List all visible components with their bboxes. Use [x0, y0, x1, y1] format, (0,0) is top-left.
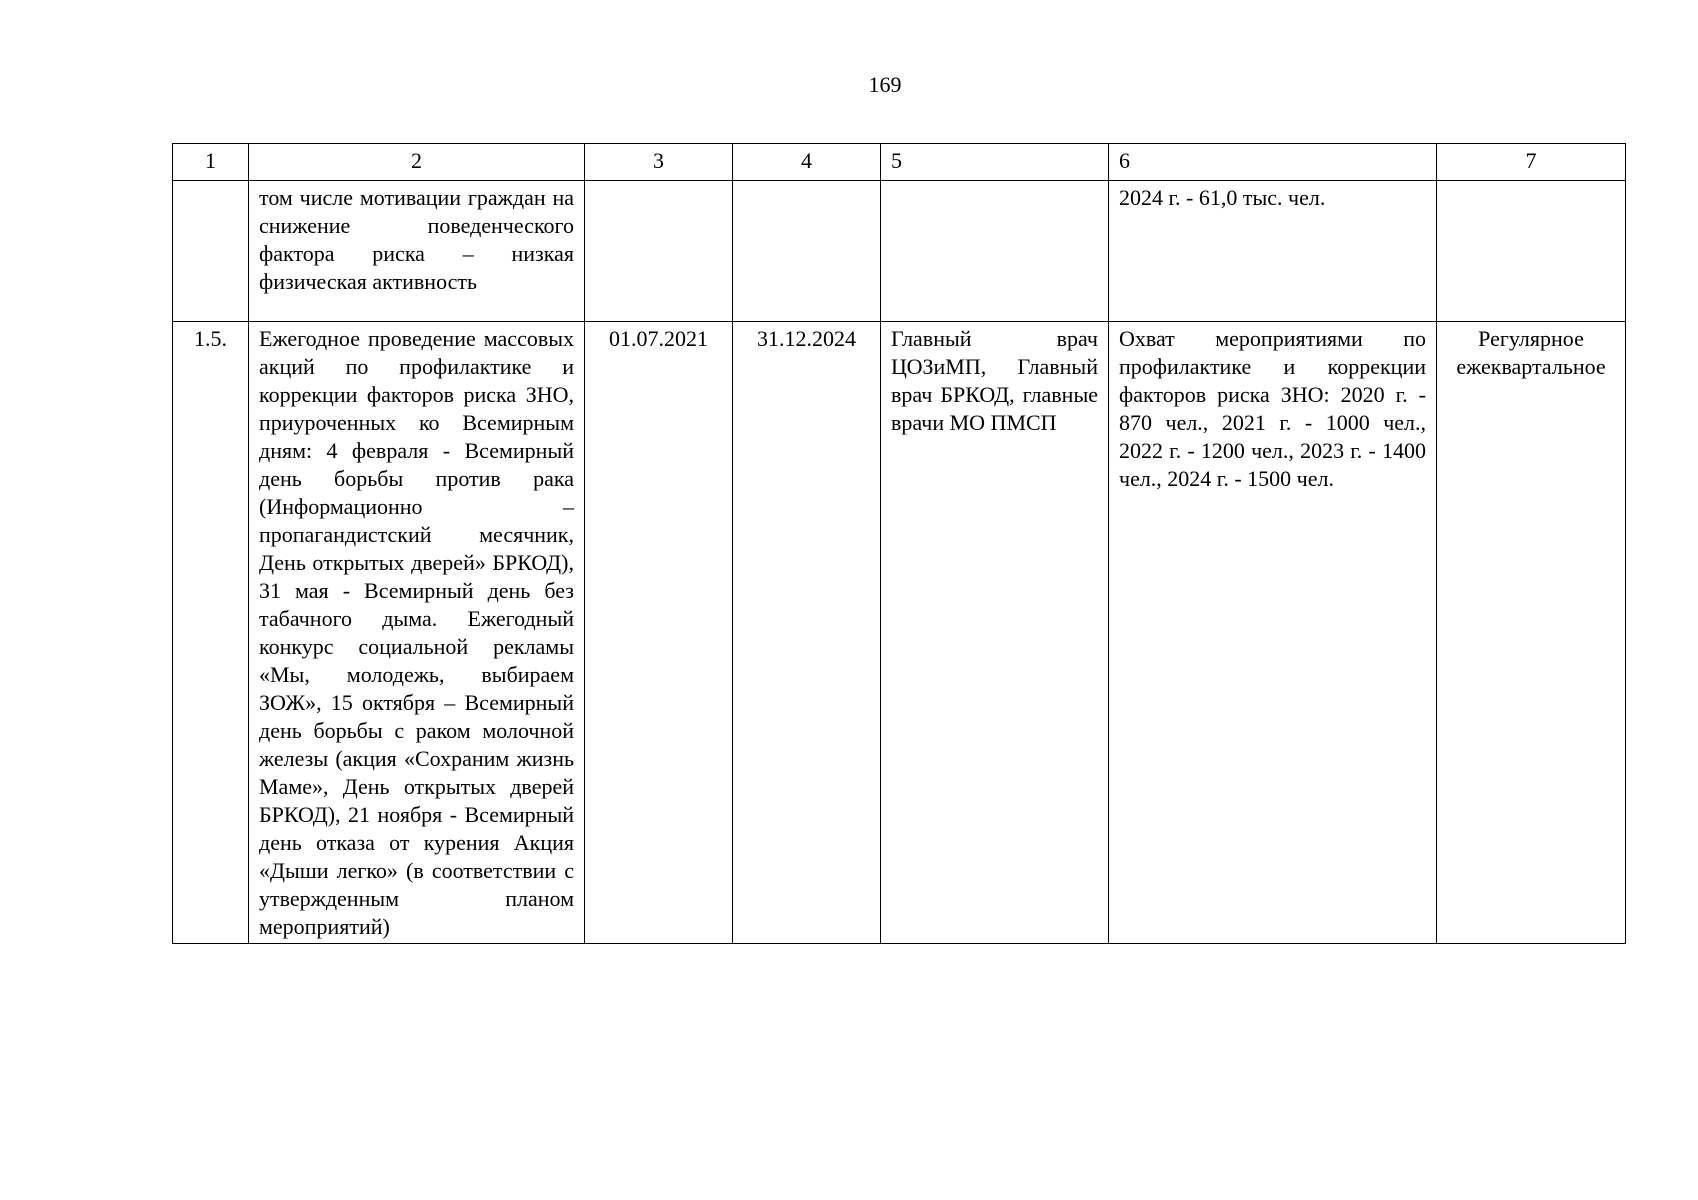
row-number-cell: 1.5.: [173, 322, 249, 944]
header-cell-5: 5: [881, 144, 1109, 181]
row-number-cell: [173, 181, 249, 322]
header-cell-3: 3: [585, 144, 733, 181]
header-cell-6: 6: [1109, 144, 1437, 181]
indicator-cell: Охват мероприятиями по профилактике и коррекции факторов риска ЗНО: 2020 г. - 870 чел., 2021 г. - 1000 чел., 2022 г. - 1200 чел., 2023 г. - 1400 чел., 2024 г. - 1500 чел.: [1109, 322, 1437, 944]
end-date-cell: [733, 181, 881, 322]
table-header-row: [173, 144, 1626, 181]
table-row: [173, 322, 1626, 944]
periodicity-cell: Регулярное ежеквартальное: [1437, 322, 1626, 944]
plan-table: [172, 143, 1626, 944]
end-date-cell: 31.12.2024: [733, 322, 881, 944]
page-number: 169: [868, 72, 902, 97]
activity-cell: Ежегодное проведение массовых акций по профилактике и коррекции факторов риска ЗНО, приуроченных ко Всемирным дням: 4 февраля - Всемирный день борьбы против рака (Информационно – пропагандистский месячник, День открытых дверей» БРКОД), 31 мая - Всемирный день без табачного дыма. Ежегодный конкурс социальной рекламы «Мы, молодежь, выбираем ЗОЖ», 15 октября – Всемирный день борьбы с раком молочной железы (акция «Сохраним жизнь Маме», День открытых дверей БРКОД), 21 ноября - Всемирный день отказа от курения Акция «Дыши легко» (в соответствии с утвержденным планом мероприятий): [249, 322, 585, 944]
indicator-cell: 2024 г. - 61,0 тыс. чел.: [1109, 181, 1437, 322]
header-cell-7: 7: [1437, 144, 1626, 181]
table-row: [173, 181, 1626, 322]
responsible-cell: Главный врач ЦОЗиМП, Главный врач БРКОД, главные врачи МО ПМСП: [881, 322, 1109, 944]
header-cell-4: 4: [733, 144, 881, 181]
responsible-cell: [881, 181, 1109, 322]
start-date-cell: [585, 181, 733, 322]
activity-cell: том числе мотивации граждан на снижение поведенческого фактора риска – низкая физическая активность: [249, 181, 585, 322]
start-date-cell: 01.07.2021: [585, 322, 733, 944]
header-cell-2: 2: [249, 144, 585, 181]
header-cell-1: 1: [173, 144, 249, 181]
periodicity-cell: [1437, 181, 1626, 322]
